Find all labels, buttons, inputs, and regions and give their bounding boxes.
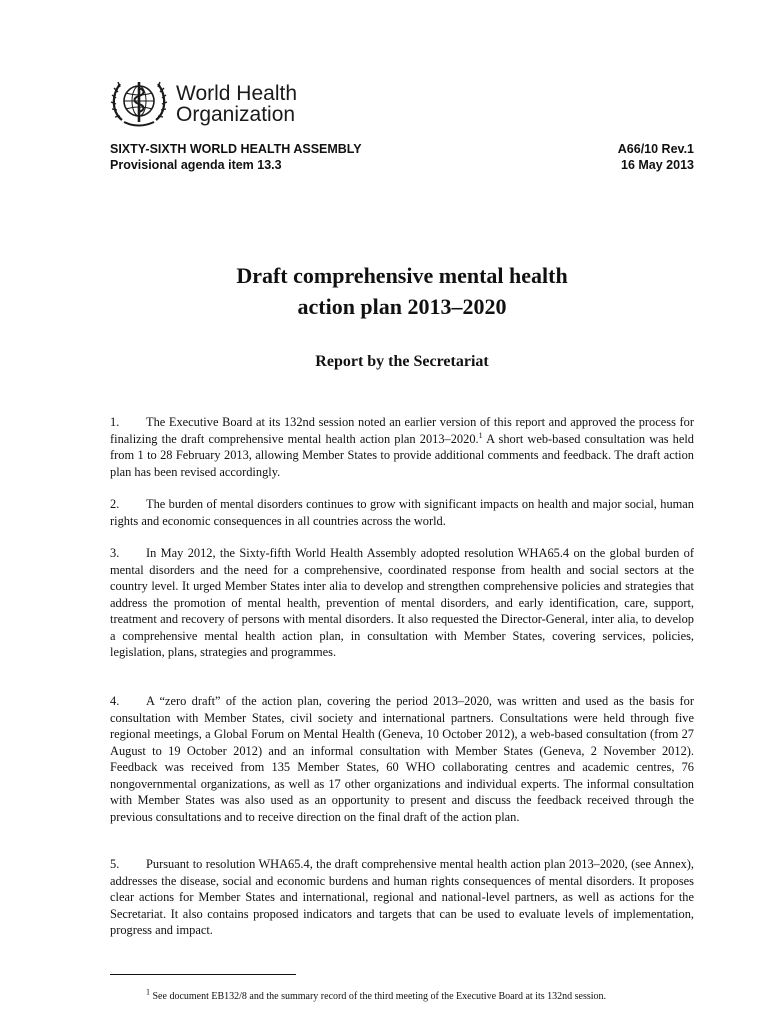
footnote-text: See document EB132/8 and the summary record of the third meeting of the Executive Board at its 132nd session. xyxy=(150,991,607,1002)
footnote xyxy=(146,987,706,1004)
paragraph-number: 3. xyxy=(110,546,120,560)
document-title-line1: Draft comprehensive mental health xyxy=(236,263,568,288)
meta-row-agenda xyxy=(110,157,694,173)
paragraph-number: 4. xyxy=(110,694,120,708)
paragraph-1 xyxy=(110,414,694,480)
meta-row-assembly xyxy=(110,141,694,157)
paragraph-number: 1. xyxy=(110,415,120,429)
paragraph-text: The Executive Board at its 132nd session noted an earlier version of this report and approved the process for finalizing the draft comprehensive mental health action plan 2013–2020. xyxy=(110,415,694,446)
paragraph-text: In May 2012, the Sixty-fifth World Health Assembly adopted resolution WHA65.4 on the global burden of mental disorders and the need for a comprehensive, coordinated response from health and social sectors at the country level. It urged Member States inter alia to develop and strengthen comprehensive policies and strategies that address the promotion of mental health, prevention of mental disorders, and early identification, care, support, treatment and recovery of persons with mental disorders. It also requested the Director-General, inter alia, to develop a comprehensive mental health action plan, in consultation with Member States, covering services, policies, legislation, plans, strategies and programmes. xyxy=(110,546,694,659)
paragraph-4 xyxy=(110,693,694,825)
paragraph-3 xyxy=(110,545,694,661)
document-subtitle: Report by the Secretariat xyxy=(315,353,489,370)
agenda-item: Provisional agenda item 13.3 xyxy=(110,158,282,172)
paragraph-2 xyxy=(110,496,694,529)
document-title-line2: action plan 2013–2020 xyxy=(297,294,507,319)
organization-name xyxy=(176,83,297,125)
paragraph-text: Pursuant to resolution WHA65.4, the draft comprehensive mental health action plan 2013–2020, (see Annex), addresses the disease, social and economic burdens and human rights consequences of mental disorders. It proposes clear actions for Member States and international, regional and national-level partners, as well as actions for the Secretariat. It also contains proposed indicators and targets that can be used to evaluate levels of implementation, progress and impact. xyxy=(110,857,694,937)
footnote-reference[interactable]: 1 xyxy=(478,430,483,440)
footnote-divider xyxy=(110,974,296,975)
assembly-name: SIXTY-SIXTH WORLD HEALTH ASSEMBLY xyxy=(110,142,362,156)
paragraph-text: A “zero draft” of the action plan, covering the period 2013–2020, was written and used as the basis for consultation with Member States, civil society and international partners. Consultations were held through five regional meetings, a Global Forum on Mental Health (Geneva, 10 October 2012), a web-based consultation (from 27 August to 19 October 2012) and an informal consultation with Member States (Geneva, 2 November 2012). Feedback was received from 135 Member States, 60 WHO collaborating centres and academic centres, 76 nongovernmental organizations, as well as 17 other organizations and individual experts. The informal consultation with Member States was also used as an opportunity to present and discuss the feedback received through the previous consultations and to receive direction on the final draft of the action plan. xyxy=(110,694,694,824)
who-header xyxy=(108,76,297,132)
document-date: 16 May 2013 xyxy=(621,158,694,172)
who-emblem-icon xyxy=(108,76,170,132)
paragraph-text: The burden of mental disorders continues to grow with significant impacts on health and major social, human rights and economic consequences in all countries across the world. xyxy=(110,497,694,528)
organization-name-line1: World Health xyxy=(176,82,297,105)
document-title xyxy=(110,260,694,322)
footnote-marker: 1 xyxy=(146,987,150,997)
document-number: A66/10 Rev.1 xyxy=(617,142,694,156)
paragraph-number: 5. xyxy=(110,857,120,871)
paragraph-5 xyxy=(110,856,694,939)
paragraph-text-continued: A short web-based consultation was held from 1 to 28 February 2013, allowing Member States to provide additional comments and feedback. The draft action plan has been revised accordingly. xyxy=(110,431,694,479)
organization-name-line2: Organization xyxy=(176,103,296,126)
paragraph-number: 2. xyxy=(110,497,120,511)
